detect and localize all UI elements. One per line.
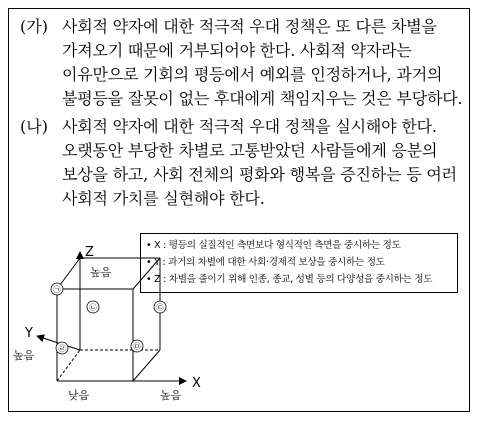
x-high-label: 높음 (160, 389, 182, 402)
legend-item-y: • Y : 과거의 차별에 대한 사회·경제적 보상을 중시하는 정도 (146, 257, 385, 268)
legend-item-x: • X : 평등의 실질적인 측면보다 형식적인 측면을 중시하는 정도 (146, 240, 401, 251)
svg-text:㉡: ㉡ (89, 303, 97, 312)
paragraph-line: 가져오기 때문에 거부되어야 한다. 사회적 약자라는 (62, 41, 412, 60)
x-axis-label: X (192, 376, 201, 391)
z-axis-label: Z (85, 245, 94, 260)
y-high-label: 높음 (13, 349, 35, 362)
paragraph-line: 사회적 약자에 대한 적극적 우대 정책을 실시해야 한다. (62, 117, 437, 136)
paragraph-line: 사회적 가치를 실현해야 한다. (62, 189, 265, 208)
point-2 (87, 301, 99, 313)
origin-low-label: 낮음 (68, 389, 90, 402)
z-high-label: 높음 (90, 266, 112, 279)
svg-text:㉣: ㉣ (58, 344, 66, 353)
point-5 (131, 340, 143, 352)
paragraph-label: (가) (20, 17, 48, 36)
paragraph-line: 보상을 하고, 사회 전체의 평화와 행복을 증진하는 등 여러 (62, 165, 457, 184)
y-axis-label: Y (25, 326, 33, 341)
point-3 (154, 301, 166, 313)
legend-item-z: • Z : 차별을 줄이기 위해 인종, 종교, 성별 등의 다양성을 중시하는 정도 (146, 274, 433, 285)
point-4 (56, 342, 68, 354)
point-1 (51, 283, 63, 295)
paragraph-line: 오랫동안 부당한 차별로 고통받았던 사람들에게 응분의 (62, 141, 438, 160)
svg-text:㉢: ㉢ (156, 303, 164, 312)
paragraph-line: 이유만으로 기회의 평등에서 예외를 인정하거나, 과거의 (62, 65, 443, 84)
paragraph-label: (나) (20, 117, 48, 136)
svg-text:㉠: ㉠ (53, 285, 61, 294)
paragraph-line: 사회적 약자에 대한 적극적 우대 정책은 또 다른 차별을 (62, 17, 437, 36)
svg-text:㉤: ㉤ (133, 342, 141, 351)
paragraph-line: 불평등을 잘못이 없는 후대에게 책임지우는 것은 부당하다. (62, 89, 463, 108)
